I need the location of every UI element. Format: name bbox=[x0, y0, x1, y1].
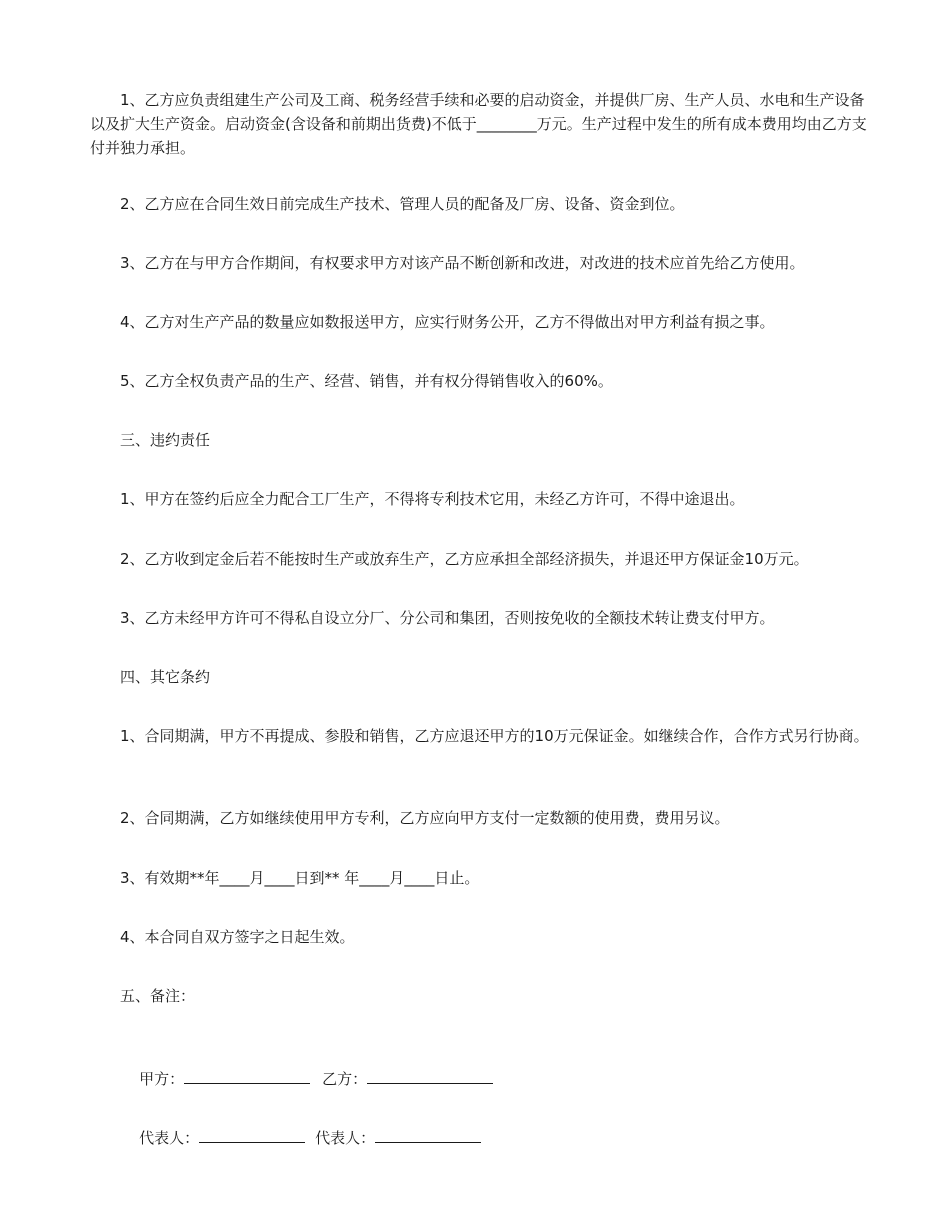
rep-a-label: 代表人： bbox=[139, 1129, 200, 1147]
rep-a-blank bbox=[199, 1126, 305, 1143]
clause-2-1: 1、乙方应负责组建生产公司及工商、税务经营手续和必要的启动资金，并提供厂房、生产人员、水电和生产设备以及扩大生产资金。启动资金(含设备和前期出货费)不低于________万元。生产过程中发生的所有成本费用均由乙方支付并独力承担。 bbox=[90, 91, 867, 157]
clause-4-2: 2、合同期满，乙方如继续使用甲方专利，乙方应向甲方支付一定数额的使用费，费用另议。 bbox=[120, 809, 730, 827]
rep-b-label: 代表人： bbox=[315, 1129, 376, 1147]
party-a-label: 甲方： bbox=[139, 1070, 185, 1088]
clause-4-1: 1、合同期满，甲方不再提成、参股和销售，乙方应退还甲方的10万元保证金。如继续合作，合作方式另行协商。 bbox=[120, 727, 869, 745]
clause-4-4: 4、本合同自双方签字之日起生效。 bbox=[120, 928, 355, 946]
clause-4-3: 3、有效期**年____月____日到** 年____月____日止。 bbox=[120, 869, 480, 887]
party-b-blank bbox=[367, 1067, 493, 1084]
representative-signature-row bbox=[120, 1102, 481, 1174]
section-5-heading: 五、备注： bbox=[120, 987, 196, 1005]
clause-2-2: 2、乙方应在合同生效日前完成生产技术、管理人员的配备及厂房、设备、资金到位。 bbox=[120, 195, 685, 213]
clause-2-5: 5、乙方全权负责产品的生产、经营、销售，并有权分得销售收入的60%。 bbox=[120, 372, 613, 390]
clause-3-1: 1、甲方在签约后应全力配合工厂生产，不得将专利技术它用，未经乙方许可，不得中途退出。 bbox=[120, 490, 745, 508]
section-4-heading: 四、其它条约 bbox=[120, 668, 211, 686]
party-b-label: 乙方： bbox=[322, 1070, 368, 1088]
party-a-blank bbox=[184, 1067, 310, 1084]
section-3-heading: 三、违约责任 bbox=[120, 431, 211, 449]
clause-2-3: 3、乙方在与甲方合作期间，有权要求甲方对该产品不断创新和改进，对改进的技术应首先给乙方使用。 bbox=[120, 254, 805, 272]
clause-3-3: 3、乙方未经甲方许可不得私自设立分厂、分公司和集团，否则按免收的全额技术转让费支付甲方。 bbox=[120, 609, 775, 627]
clause-2-4: 4、乙方对生产产品的数量应如数报送甲方，应实行财务公开，乙方不得做出对甲方利益有损之事。 bbox=[120, 313, 775, 331]
rep-b-blank bbox=[375, 1126, 481, 1143]
clause-3-2: 2、乙方收到定金后若不能按时生产或放弃生产，乙方应承担全部经济损失，并退还甲方保证金10万元。 bbox=[120, 550, 809, 568]
